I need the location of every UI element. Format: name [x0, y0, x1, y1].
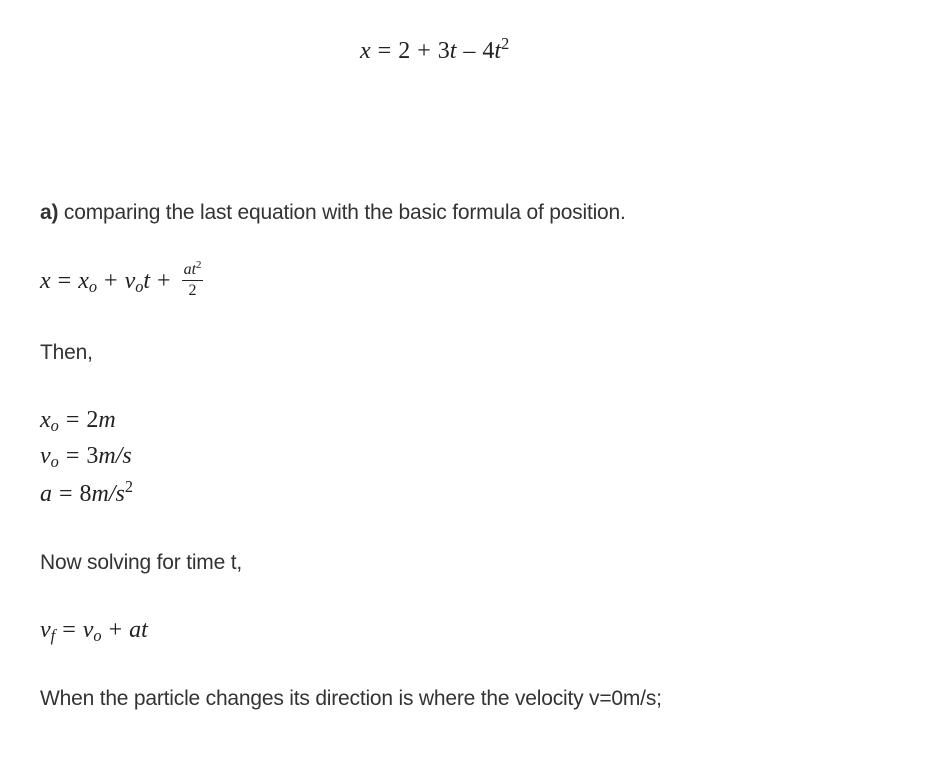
formula-t: t: [143, 268, 151, 295]
formula-lhs: x: [40, 268, 51, 295]
formula-x-sub: o: [88, 277, 98, 297]
eq-main-plus: +: [417, 38, 431, 64]
fraction-denominator: 2: [188, 282, 197, 299]
vf-plus: +: [108, 617, 123, 643]
eq-main-equals: =: [377, 38, 392, 64]
vf-equals: =: [62, 617, 76, 643]
acceleration-value: [40, 477, 134, 508]
fraction-num-a: a: [183, 261, 192, 278]
x0-var: x: [40, 407, 51, 433]
vf-sub: f: [50, 626, 56, 646]
v0-num: 3: [86, 443, 99, 469]
eq-main-c2: 4: [482, 38, 495, 64]
formula-x: x: [78, 268, 89, 295]
fraction-num-exp: 2: [196, 259, 202, 272]
fraction-numerator: [182, 259, 204, 281]
initial-velocity-value: [40, 443, 132, 470]
now-solving-text: Now solving for time t,: [40, 551, 242, 574]
v0-var: v: [40, 443, 51, 469]
eq-main-c0: 2: [398, 38, 411, 64]
eq-main-t2: t: [494, 38, 502, 64]
a-exp: 2: [124, 477, 134, 497]
final-velocity-equation: [40, 617, 148, 644]
a-var: a: [40, 481, 52, 507]
part-a-label: a): [40, 201, 59, 224]
then-text: Then,: [40, 341, 93, 364]
v0-sub: o: [50, 452, 59, 472]
x0-unit: m: [98, 407, 116, 433]
formula-equals: =: [57, 268, 72, 295]
a-unit: m/s: [91, 481, 125, 507]
a-equals: =: [59, 481, 73, 507]
eq-main-t1: t: [449, 38, 457, 64]
part-a-paragraph: [40, 201, 626, 225]
vf-at: at: [129, 617, 148, 643]
basic-position-formula: [40, 259, 203, 301]
eq-main-minus: –: [463, 38, 476, 64]
formula-fraction: [182, 259, 204, 299]
eq-main-c1: 3: [437, 38, 450, 64]
initial-position-value: [40, 407, 116, 434]
vf-var: v: [40, 617, 51, 643]
formula-v: v: [124, 268, 136, 295]
formula-plus2: +: [157, 268, 171, 295]
x0-equals: =: [65, 407, 80, 433]
vf-v0-sub: o: [93, 626, 102, 646]
eq-main-lhs: x: [360, 38, 371, 64]
v0-equals: =: [65, 443, 80, 469]
formula-plus1: +: [104, 268, 118, 295]
x0-num: 2: [86, 407, 99, 433]
vf-v0: v: [82, 617, 94, 643]
formula-v-sub: o: [135, 277, 144, 297]
main-position-equation: [360, 34, 510, 65]
when-direction-changes-text: When the particle changes its direction is where the velocity v=0m/s;: [40, 687, 662, 710]
part-a-text: comparing the last equation with the basic formula of position.: [63, 201, 626, 224]
fraction-num-t: t: [191, 261, 197, 278]
a-num: 8: [79, 481, 92, 507]
v0-unit: m/s: [98, 443, 132, 469]
eq-main-exp: 2: [501, 34, 510, 54]
x0-sub: o: [50, 416, 59, 436]
